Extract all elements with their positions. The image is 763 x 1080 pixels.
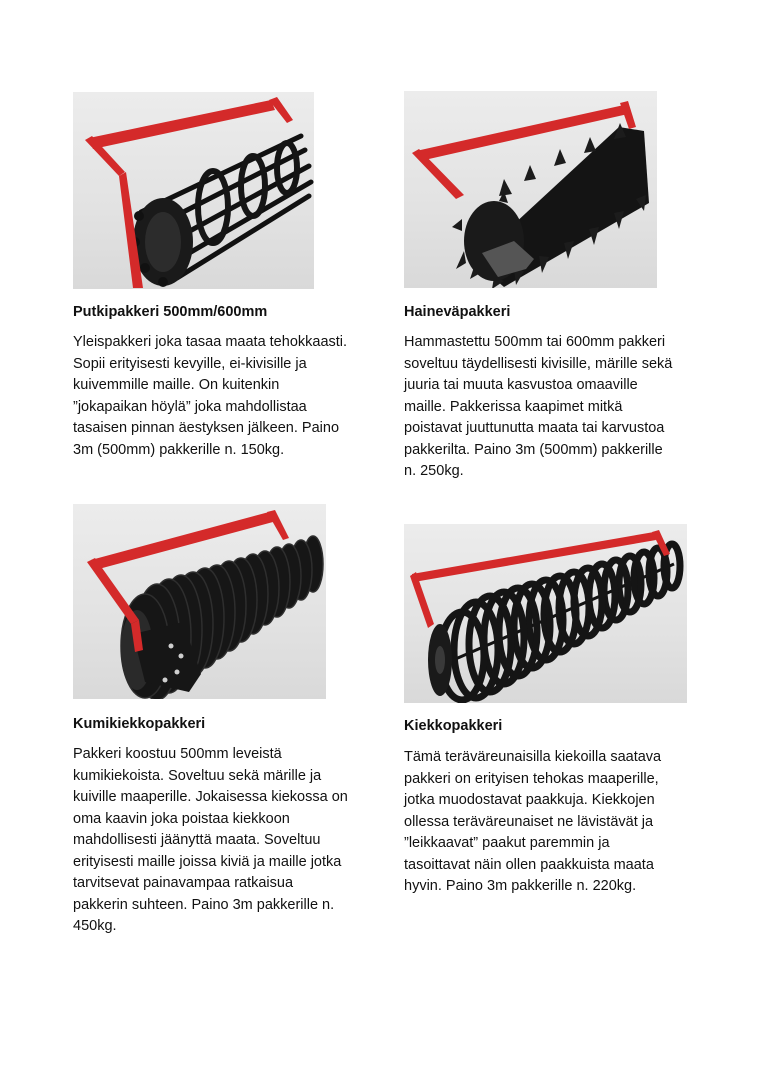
product-title: Kiekkopakkeri — [404, 718, 503, 734]
tube-roller-illustration — [73, 92, 314, 289]
product-description: Pakkeri koostuu 500mm leveistä kumikiekoista. Soveltuu sekä märille ja kuiville maaperille. Jokaisessa kiekossa on oma kaavin joka poistaa kiekkoon mahdollisesti jäänyttä maata. Soveltuu erityisesti maille joissa kiviä ja maille jotka tarvitsevat painavampaa ratkaisua pakkerin suhteen. Paino 3m pakkerille n. 450kg. — [73, 746, 348, 934]
product-title: Haineväpakkeri — [404, 304, 511, 320]
product-image-kumikiekkopakkeri — [73, 504, 326, 699]
product-description: Tämä teräväreunaisilla kiekoilla saatava pakkeri on erityisen tehokas maaperille, jotka muodostavat paakkuja. Kiekkojen ollessa teräväreunaiset ne lävistävät ja ”leikkaavat” paakut paremmin ja tasoittavat näin ollen paakkuista maata hyvin. Paino 3m pakkerille n. 220kg. — [404, 749, 662, 894]
product-title: Putkipakkeri 500mm/600mm — [73, 304, 268, 320]
product-image-kiekkopakkeri — [404, 524, 687, 703]
rubber-disc-roller-illustration — [73, 504, 326, 699]
product-title: Kumikiekkopakkeri — [73, 716, 206, 732]
product-image-hainevapakkeri — [404, 91, 657, 288]
disc-roller-illustration — [404, 524, 687, 703]
product-description: Hammastettu 500mm tai 600mm pakkeri soveltuu täydellisesti kivisille, märille sekä juuria tai muuta kasvustoa omaaville maille. Pakkerissa kaapimet mitkä poistavat juuttunutta maata tai karvustoa pakkerilta. Paino 3m (500mm) pakkerille n. 250kg. — [404, 334, 673, 479]
toothed-roller-illustration — [404, 91, 657, 288]
product-image-putkipakkeri — [73, 92, 314, 289]
product-description: Yleispakkeri joka tasaa maata tehokkaasti. Sopii erityisesti kevyille, ei-kivisille ja kuivemmille maille. On kuitenkin ”jokapaikan höylä” joka mahdollistaa tasaisen pinnan äestyksen jälkeen. Paino 3m (500mm) pakkerille n. 150kg. — [73, 334, 348, 458]
